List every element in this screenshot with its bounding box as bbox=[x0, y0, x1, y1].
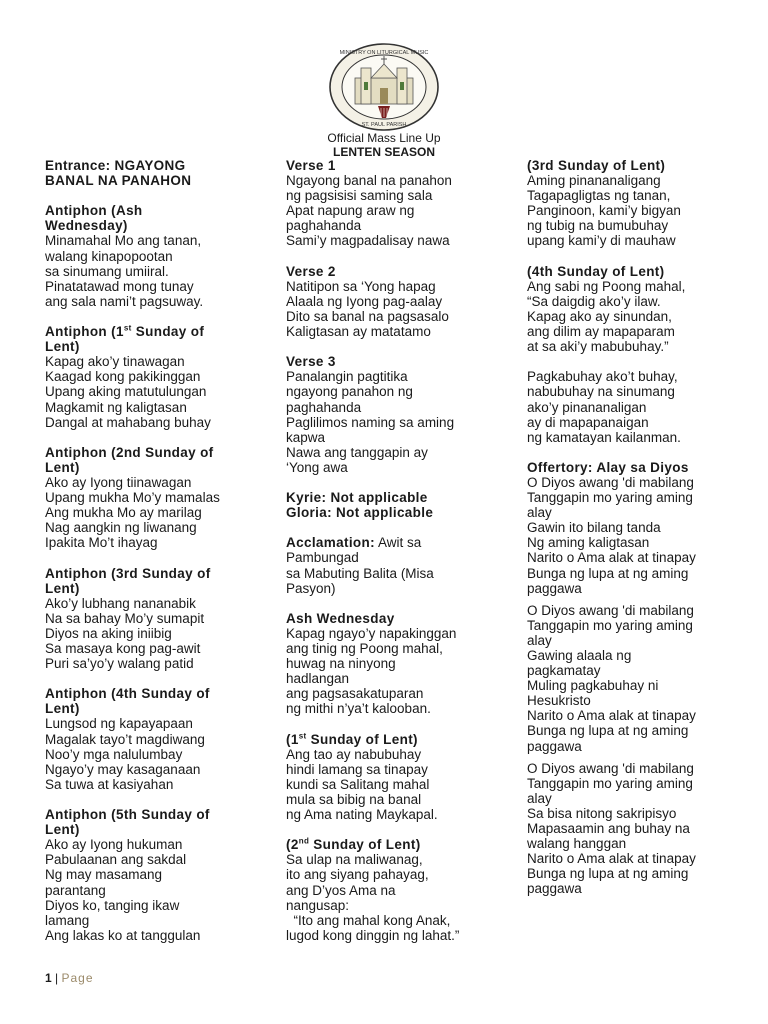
seal-ring-text-bottom: ST. PAUL PARISH bbox=[361, 122, 407, 128]
lyric-line: ang tinig ng Poong mahal, bbox=[286, 641, 443, 656]
lyric-line: ng tubig na bumubuhay bbox=[527, 218, 669, 234]
section-heading: Lent) bbox=[45, 701, 80, 717]
lyric-block bbox=[527, 264, 737, 355]
lyric-line: ngayong panahon ng bbox=[286, 384, 413, 400]
lyric-block bbox=[527, 761, 737, 897]
lyric-line: Mapasaamin ang buhay na bbox=[527, 821, 690, 837]
lyric-line: ang pagsasakatuparan bbox=[286, 686, 424, 702]
lyric-line: hadlangan bbox=[286, 671, 350, 687]
lyric-line: paghahanda bbox=[286, 218, 362, 234]
lyric-line: alay bbox=[527, 790, 552, 806]
lyric-line: Nag aangkin ng liwanang bbox=[45, 520, 197, 536]
lyric-block bbox=[286, 611, 496, 717]
lyric-line: Alaala ng Iyong pag-aalay bbox=[286, 293, 443, 309]
lyric-line: Pasyon) bbox=[286, 580, 336, 596]
section-heading: Antiphon (2nd Sunday of bbox=[45, 444, 214, 460]
lyric-line: Bunga ng lupa at ng aming bbox=[527, 565, 689, 581]
lyric-line: nangusap: bbox=[286, 897, 350, 913]
lyrics-column-2 bbox=[286, 158, 496, 958]
lyric-line: ako’y pinananaligan bbox=[527, 399, 647, 415]
section-heading: (1st Sunday of Lent) bbox=[286, 731, 418, 747]
lyric-line: Na sa bahay Mo’y sumapit bbox=[45, 610, 205, 626]
section-heading: Lent) bbox=[45, 822, 80, 838]
header-subtitle: Official Mass Line Up bbox=[327, 131, 441, 145]
section-heading: Lent) bbox=[45, 580, 80, 596]
lyric-line: Pagkabuhay ako’t buhay, bbox=[527, 369, 678, 385]
lyric-line: Diyos ko, tanging ikaw bbox=[45, 897, 180, 913]
lyric-line: Tagapagligtas ng tanan, bbox=[527, 188, 671, 204]
lyric-block bbox=[527, 158, 737, 249]
lyric-line: Minamahal Mo ang tanan, bbox=[45, 233, 202, 249]
lyric-line: ng kamatayan kailanman. bbox=[527, 429, 681, 445]
lyric-line: ang dilim ay mapaparam bbox=[527, 324, 675, 340]
lyric-line: Panginoon, kami’y bigyan bbox=[527, 203, 681, 219]
lyric-line: walang kinapopootan bbox=[45, 248, 173, 264]
lyric-line: alay bbox=[527, 505, 552, 521]
section-heading: (2nd Sunday of Lent) bbox=[286, 836, 421, 853]
lyric-block bbox=[286, 354, 496, 475]
lyric-line: hindi lamang sa tinapay bbox=[286, 761, 428, 777]
page-label: Page bbox=[61, 971, 94, 985]
lyric-line: nabubuhay na sinumang bbox=[527, 384, 675, 400]
section-heading: Entrance: NGAYONG bbox=[45, 158, 186, 173]
lyrics-column-3 bbox=[527, 158, 737, 912]
lyric-line: ng Ama nating Maykapal. bbox=[286, 807, 438, 823]
lyric-line: kundi sa Salitang mahal bbox=[286, 776, 430, 792]
lyric-line: Lungsod ng kapayapaan bbox=[45, 716, 193, 732]
section-heading: BANAL NA PANAHON bbox=[45, 173, 192, 189]
lyric-line: kapwa bbox=[286, 429, 326, 445]
page-header bbox=[0, 131, 768, 159]
lyric-line: Ako ay Iyong tiinawagan bbox=[45, 474, 192, 490]
lyric-line: Kapag ako’y tinawagan bbox=[45, 354, 185, 370]
seal-ring-text-top: MINISTRY ON LITURGICAL MUSIC bbox=[339, 50, 429, 56]
section-heading: Antiphon (3rd Sunday of bbox=[45, 565, 211, 581]
lyric-block bbox=[45, 566, 255, 672]
section-heading: Antiphon (5th Sunday of bbox=[45, 807, 210, 823]
lyric-line: Ngayong banal na panahon bbox=[286, 173, 452, 189]
lyric-line: Sa tuwa at kasiyahan bbox=[45, 776, 174, 792]
lyric-line: walang hanggan bbox=[527, 836, 627, 852]
lyric-line: Natitipon sa ‘Yong hapag bbox=[286, 278, 436, 294]
lyric-line: upang kami’y di mauhaw bbox=[527, 233, 676, 249]
section-heading: Verse 3 bbox=[286, 354, 336, 370]
lyric-line: Ang mukha Mo ay marilag bbox=[45, 505, 202, 521]
lyric-line: lamang bbox=[45, 912, 90, 928]
lyric-block bbox=[286, 264, 496, 339]
lyric-line: ng mithi n’ya’t kalooban. bbox=[286, 701, 431, 717]
lyric-line: Upang mukha Mo’y mamalas bbox=[45, 490, 220, 506]
lyric-line: Upang aking matutulungan bbox=[45, 384, 207, 400]
lyric-line: Ang lakas ko at tanggulan bbox=[45, 927, 201, 943]
lyric-line: Panalangin pagtitika bbox=[286, 369, 408, 385]
lyric-block bbox=[45, 158, 255, 188]
lyric-line: Ako’y lubhang nananabik bbox=[45, 595, 196, 611]
lyric-block bbox=[45, 807, 255, 943]
lyric-line: Ang sabi ng Poong mahal, bbox=[527, 278, 686, 294]
lyric-line: Narito o Ama alak at tinapay bbox=[527, 708, 696, 724]
lyric-line: “Ito ang mahal kong Anak, bbox=[286, 912, 451, 928]
lyric-line: ang D’yos Ama na bbox=[286, 882, 396, 898]
lyric-line: alay bbox=[527, 632, 552, 648]
lyric-line: O Diyos awang 'di mabilang bbox=[527, 760, 694, 776]
lyric-line: Magkamit ng kaligtasan bbox=[45, 399, 187, 415]
lyric-line: O Diyos awang 'di mabilang bbox=[527, 602, 694, 618]
lyric-line: Pambungad bbox=[286, 550, 359, 566]
footer-separator: | bbox=[51, 971, 62, 985]
lyric-line: Narito o Ama alak at tinapay bbox=[527, 851, 696, 867]
section-heading: Gloria: Not applicable bbox=[286, 505, 434, 521]
section-heading: Wednesday) bbox=[45, 218, 128, 234]
lyric-line: Aming pinananaligang bbox=[527, 173, 661, 189]
lyric-line: Kaligtasan ay matatamo bbox=[286, 324, 431, 340]
lyric-line: Ngayo’y may kasaganaan bbox=[45, 761, 201, 777]
lyrics-column-1 bbox=[45, 158, 255, 958]
section-heading: Antiphon (4th Sunday of bbox=[45, 686, 210, 702]
lyric-line: Ipakita Mo’t ihayag bbox=[45, 535, 158, 551]
lyric-block bbox=[286, 837, 496, 943]
page-footer bbox=[45, 971, 94, 985]
lyric-line: Gawing alaala ng bbox=[527, 648, 632, 663]
lyric-line: Apat napung araw ng bbox=[286, 203, 415, 219]
lyric-line: Gawin ito bilang tanda bbox=[527, 520, 661, 536]
page-number: 1 bbox=[45, 971, 52, 985]
lyric-line: Tanggapin mo yaring aming bbox=[527, 617, 693, 633]
lyric-line: Sa ulap na maliwanag, bbox=[286, 852, 423, 868]
section-heading: (4th Sunday of Lent) bbox=[527, 263, 665, 279]
lyric-line: sa Mabuting Balita (Misa bbox=[286, 565, 434, 581]
lyric-line: ng pagsisisi saming sala bbox=[286, 188, 433, 204]
lyric-block bbox=[527, 369, 737, 444]
lyric-line: Bunga ng lupa at ng aming bbox=[527, 723, 689, 739]
lyric-line: at sa aki’y mabubuhay.” bbox=[527, 339, 669, 355]
lyric-line: Tanggapin mo yaring aming bbox=[527, 490, 693, 506]
lyric-line: Kapag ako ay sinundan, bbox=[527, 308, 672, 324]
lyric-line: “Sa daigdig ako’y ilaw. bbox=[527, 293, 661, 309]
lyric-line: ito ang siyang pahayag, bbox=[286, 867, 429, 883]
lyric-line: Tanggapin mo yaring aming bbox=[527, 775, 693, 791]
lyric-line: Dangal at mahabang buhay bbox=[45, 414, 211, 430]
lyric-line: mula sa bibig na banal bbox=[286, 791, 422, 807]
lyric-line: Sa bisa nitong sakripisyo bbox=[527, 805, 677, 821]
section-heading: Verse 1 bbox=[286, 158, 336, 173]
section-heading: Antiphon (Ash bbox=[45, 203, 143, 219]
acclamation-line bbox=[286, 535, 496, 550]
lyric-line: paggawa bbox=[527, 738, 582, 754]
lyric-line: Kapag ngayo’y napakinggan bbox=[286, 625, 457, 641]
lyric-line: Pinatatawad mong tunay bbox=[45, 278, 194, 294]
lyric-line: Hesukristo bbox=[527, 693, 591, 709]
lyric-line: Noo’y mga nalulumbay bbox=[45, 746, 183, 762]
lyric-line: O Diyos awang 'di mabilang bbox=[527, 474, 694, 490]
lyric-line: ay di mapapanaigan bbox=[527, 414, 649, 430]
lyric-block bbox=[45, 203, 255, 309]
lyric-block bbox=[286, 535, 496, 595]
lyric-line: Kaagad kong pakikinggan bbox=[45, 369, 201, 385]
lyric-line: parantang bbox=[45, 882, 106, 898]
lyric-block bbox=[286, 490, 496, 520]
lyric-line: Dito sa banal na pagsasalo bbox=[286, 308, 449, 324]
lyric-line: lugod kong dinggin ng lahat.” bbox=[286, 927, 460, 943]
lyric-block bbox=[45, 324, 255, 430]
lyric-line: Magalak tayo’t magdiwang bbox=[45, 731, 205, 747]
section-heading: Ash Wednesday bbox=[286, 610, 395, 626]
lyric-line: Ng may masamang bbox=[45, 867, 163, 883]
lyric-line: Ng aming kaligtasan bbox=[527, 535, 650, 551]
section-heading: (3rd Sunday of Lent) bbox=[527, 158, 666, 173]
lyric-block bbox=[286, 732, 496, 823]
lyric-block bbox=[45, 445, 255, 551]
lyric-block bbox=[286, 158, 496, 249]
lyric-line: Pabulaanan ang sakdal bbox=[45, 852, 187, 868]
lyric-line: Sa masaya kong pag-awit bbox=[45, 641, 201, 656]
acclamation-text: Awit sa bbox=[374, 535, 422, 551]
lyric-line: Diyos na aking iniibig bbox=[45, 625, 172, 641]
lyric-line: sa sinumang umiiral. bbox=[45, 263, 169, 279]
lyric-block bbox=[527, 603, 737, 754]
lyric-line: Muling pagkabuhay ni bbox=[527, 678, 659, 694]
lyric-block bbox=[527, 460, 737, 596]
section-heading: Lent) bbox=[45, 459, 80, 475]
lyric-line: paghahanda bbox=[286, 399, 362, 415]
header-title: LENTEN SEASON bbox=[332, 145, 435, 159]
lyric-block bbox=[45, 686, 255, 792]
lyric-line: pagkamatay bbox=[527, 663, 601, 679]
lyric-line: Puri sa’yo’y walang patid bbox=[45, 656, 194, 672]
section-heading: Antiphon (1st Sunday of bbox=[45, 323, 205, 340]
lyric-line: Ako ay Iyong hukuman bbox=[45, 837, 183, 853]
lyric-line: ‘Yong awa bbox=[286, 459, 348, 475]
lyric-line: Paglilimos naming sa aming bbox=[286, 414, 455, 430]
lyric-line: Ang tao ay nabubuhay bbox=[286, 746, 422, 762]
section-heading: Kyrie: Not applicable bbox=[286, 490, 428, 506]
lyric-line: Nawa ang tanggapin ay bbox=[286, 444, 428, 460]
lyric-line: paggawa bbox=[527, 580, 582, 596]
section-heading: Lent) bbox=[45, 339, 80, 355]
lyric-line: Bunga ng lupa at ng aming bbox=[527, 866, 689, 882]
lyric-line: Sami’y magpadalisay nawa bbox=[286, 233, 450, 249]
lyric-line: paggawa bbox=[527, 881, 582, 897]
section-heading: Offertory: Alay sa Diyos bbox=[527, 459, 689, 475]
lyric-line: ang sala nami’t pagsuway. bbox=[45, 293, 204, 309]
lyric-line: huwag na ninyong bbox=[286, 656, 396, 672]
lyric-line: Narito o Ama alak at tinapay bbox=[527, 550, 696, 566]
parish-seal-logo bbox=[328, 42, 440, 132]
section-heading: Verse 2 bbox=[286, 263, 336, 279]
acclamation-label: Acclamation: bbox=[286, 535, 375, 551]
